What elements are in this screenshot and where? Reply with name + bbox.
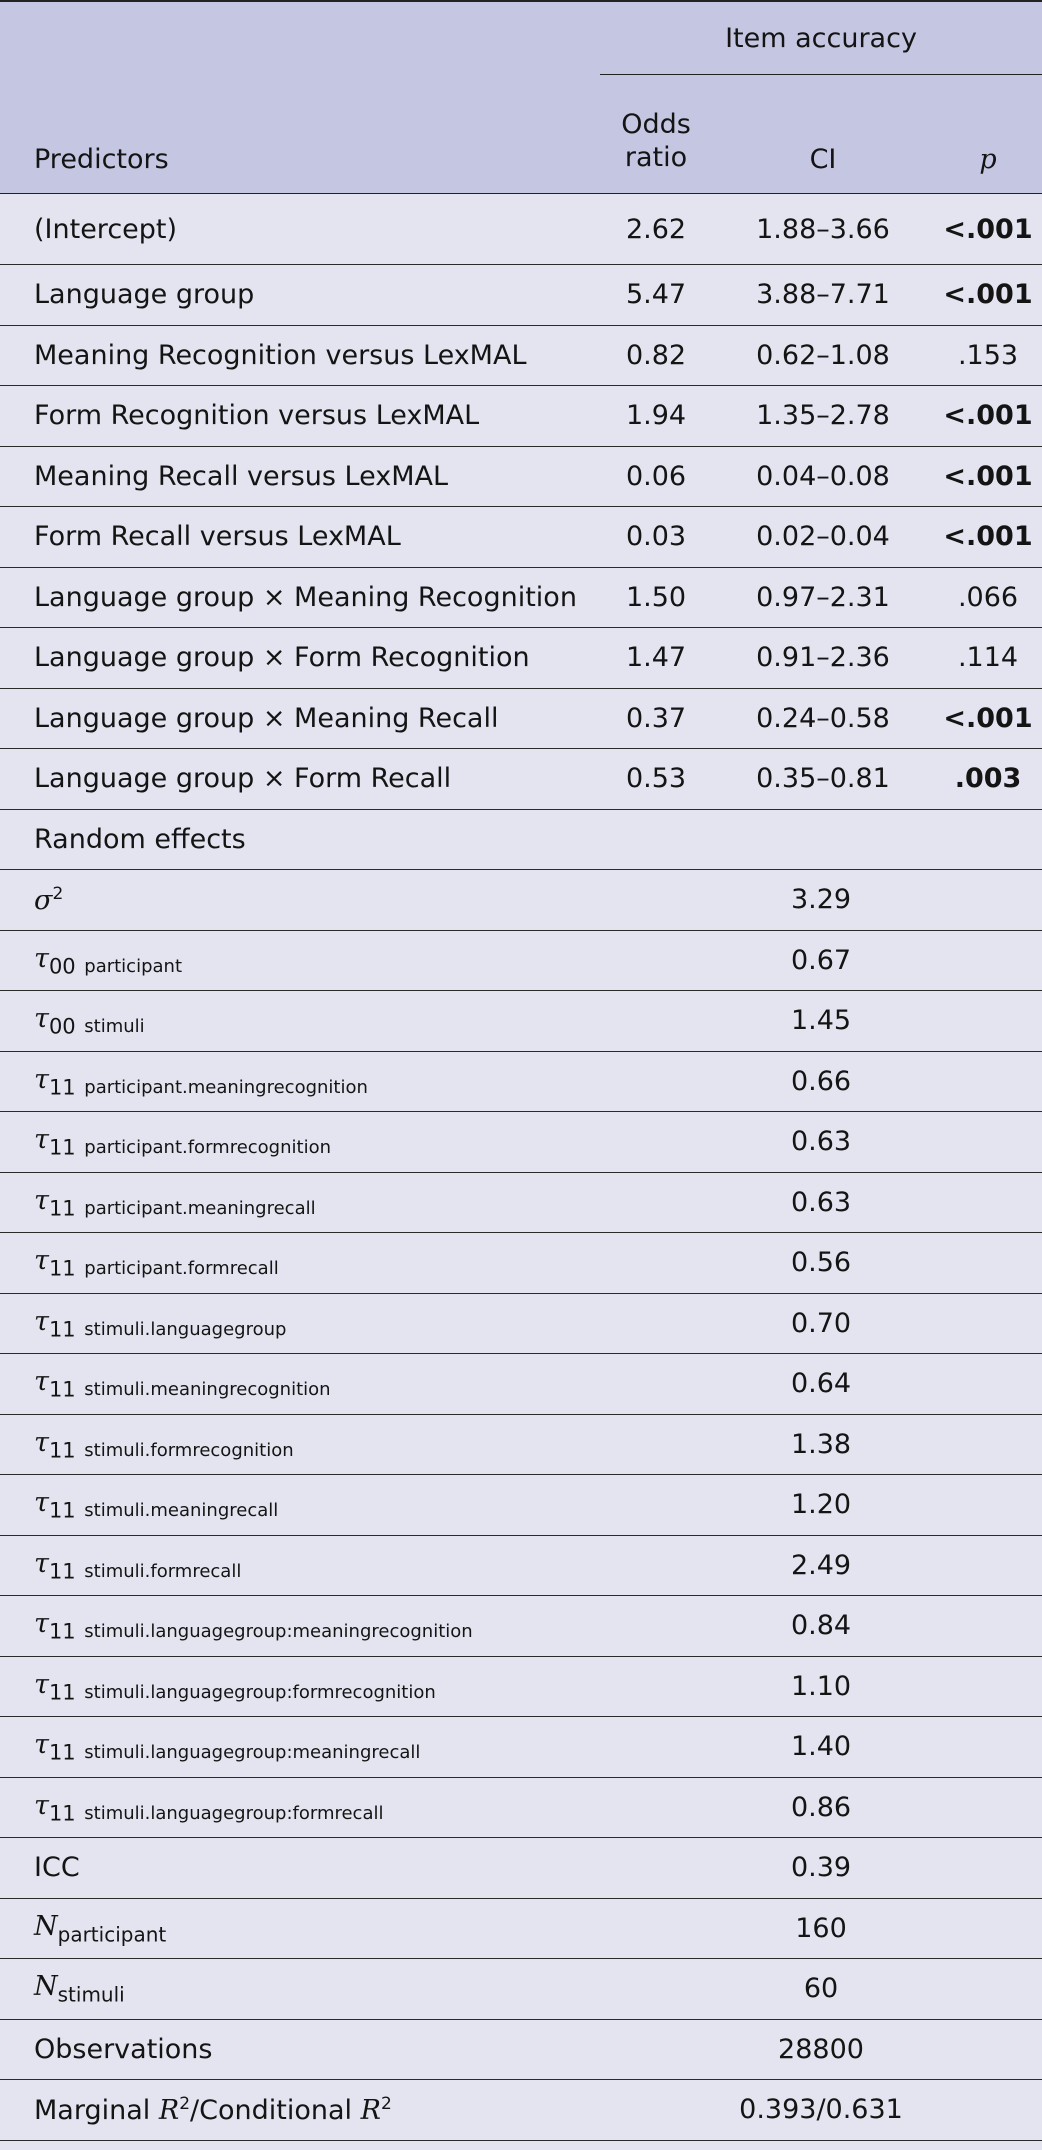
observations-row-value: 28800 — [600, 2019, 1042, 2080]
random-effect-label — [0, 1293, 600, 1354]
header-item-accuracy: Item accuracy — [600, 1, 1042, 75]
predictor-cell: Language group × Meaning Recognition — [0, 567, 600, 628]
symbol-subscript: participant.meaningrecognition — [84, 1076, 368, 1098]
icc-row-label: ICC — [0, 1838, 600, 1899]
p-cell: <.001 — [934, 446, 1042, 507]
random-effect-value: 0.63 — [600, 1172, 1042, 1233]
odds-cell: 0.06 — [600, 446, 712, 507]
symbol-index: 11 — [48, 1800, 76, 1825]
random-effect-value: 0.56 — [600, 1233, 1042, 1294]
predictor-cell: (Intercept) — [0, 194, 600, 265]
random-effect-label — [0, 1535, 600, 1596]
r2-row-label — [0, 2080, 600, 2141]
symbol-index: 11 — [48, 1135, 76, 1160]
symbol-subscript: stimuli.meaningrecall — [84, 1500, 279, 1522]
random-effect-label — [0, 1354, 600, 1415]
random-effect-value: 1.20 — [600, 1475, 1042, 1536]
symbol-index: 11 — [48, 1740, 76, 1765]
random-effect-value: 1.10 — [600, 1656, 1042, 1717]
ci-cell: 0.62–1.08 — [712, 325, 934, 386]
table-row — [0, 1535, 1042, 1596]
p-cell: .003 — [934, 749, 1042, 810]
random-effect-label — [0, 1656, 600, 1717]
header-odds-text: Odds ratio — [621, 108, 691, 174]
table-row — [0, 1051, 1042, 1112]
header-predictors: Predictors — [0, 75, 600, 194]
random-effect-label — [0, 1112, 600, 1173]
random-effect-label — [0, 1475, 600, 1536]
table-row — [0, 870, 1042, 931]
symbol-subscript: participant — [84, 955, 182, 977]
variance-symbol: τ — [34, 1245, 49, 1277]
variance-symbol: τ — [34, 1003, 49, 1035]
symbol-subscript: stimuli — [84, 1016, 145, 1038]
table-row — [0, 1656, 1042, 1717]
random-effect-label — [0, 1717, 600, 1778]
symbol-subscript: stimuli.languagegroup:meaningrecall — [84, 1742, 421, 1764]
ci-cell: 0.24–0.58 — [712, 688, 934, 749]
table-row — [0, 1414, 1042, 1475]
odds-cell: 5.47 — [600, 265, 712, 326]
predictor-cell: Language group × Form Recognition — [0, 628, 600, 689]
random-effect-label — [0, 1051, 600, 1112]
random-effect-label — [0, 930, 600, 991]
symbol-index: 11 — [48, 1498, 76, 1523]
random-effect-label — [0, 1172, 600, 1233]
table-row — [0, 325, 1042, 386]
n-symbol: N — [34, 1971, 58, 2003]
odds-cell: 0.37 — [600, 688, 712, 749]
table-row — [0, 688, 1042, 749]
n-subscript: stimuli — [57, 1982, 125, 2007]
odds-cell: 0.82 — [600, 325, 712, 386]
p-cell: <.001 — [934, 194, 1042, 265]
table-header — [0, 1, 1042, 194]
symbol-index: 11 — [48, 1619, 76, 1644]
header-blank — [0, 1, 600, 75]
variance-symbol: τ — [34, 1608, 49, 1640]
symbol-index: 00 — [48, 953, 76, 978]
symbol-index: 11 — [48, 1316, 76, 1341]
ci-cell: 0.02–0.04 — [712, 507, 934, 568]
table-row — [0, 1172, 1042, 1233]
ci-cell: 0.91–2.36 — [712, 628, 934, 689]
symbol-subscript: stimuli.formrecall — [84, 1560, 242, 1582]
p-cell: .153 — [934, 325, 1042, 386]
table-row — [0, 265, 1042, 326]
random-effect-label — [0, 1233, 600, 1294]
table-row — [0, 1596, 1042, 1657]
p-cell: <.001 — [934, 507, 1042, 568]
odds-cell: 1.94 — [600, 386, 712, 447]
table-row — [0, 1112, 1042, 1173]
symbol-index: 11 — [48, 1074, 76, 1099]
random-effect-label — [0, 1414, 600, 1475]
variance-symbol: τ — [34, 1487, 49, 1519]
table-row — [0, 1354, 1042, 1415]
predictor-cell: Meaning Recall versus LexMAL — [0, 446, 600, 507]
symbol-index: 00 — [48, 1014, 76, 1039]
table-row — [0, 1717, 1042, 1778]
random-effect-label — [0, 1596, 600, 1657]
odds-cell: 2.62 — [600, 194, 712, 265]
random-effect-value: 0.63 — [600, 1112, 1042, 1173]
header-p: p — [934, 75, 1042, 194]
symbol-subscript: participant.formrecall — [84, 1258, 279, 1280]
n-participant-row — [0, 1898, 1042, 1959]
observations-row-label: Observations — [0, 2019, 600, 2080]
random-effect-value: 0.67 — [600, 930, 1042, 991]
variance-symbol: τ — [34, 942, 49, 974]
symbol-index: 11 — [48, 1195, 76, 1220]
odds-cell: 1.50 — [600, 567, 712, 628]
predictor-cell: Form Recall versus LexMAL — [0, 507, 600, 568]
r2-row-value: 0.393/0.631 — [600, 2080, 1042, 2141]
variance-symbol: τ — [34, 1729, 49, 1761]
symbol-subscript: participant.formrecognition — [84, 1137, 331, 1159]
r2-superscript: 2 — [179, 2093, 191, 2114]
odds-cell: 0.53 — [600, 749, 712, 810]
header-odds-ratio — [600, 75, 712, 194]
icc-row-value: 0.39 — [600, 1838, 1042, 1899]
odds-cell: 1.47 — [600, 628, 712, 689]
symbol-subscript: participant.meaningrecall — [84, 1197, 316, 1219]
table-row — [0, 930, 1042, 991]
symbol-superscript: 2 — [52, 883, 64, 904]
r2-symbol: R — [360, 2094, 381, 2126]
p-cell: <.001 — [934, 386, 1042, 447]
r2-separator: /Conditional — [190, 2094, 361, 2126]
predictor-cell: Form Recognition versus LexMAL — [0, 386, 600, 447]
table-row — [0, 194, 1042, 265]
r2-marginal-label: Marginal — [34, 2094, 159, 2126]
random-effect-label — [0, 1777, 600, 1838]
table-row — [0, 567, 1042, 628]
symbol-subscript: stimuli.meaningrecognition — [84, 1379, 331, 1401]
table-row — [0, 1293, 1042, 1354]
symbol-index: 11 — [48, 1437, 76, 1462]
symbol-index: 11 — [48, 1256, 76, 1281]
random-effects-row — [0, 809, 1042, 870]
table-row — [0, 749, 1042, 810]
variance-symbol: σ — [34, 884, 53, 916]
symbol-index: 11 — [48, 1558, 76, 1583]
predictor-cell: Language group — [0, 265, 600, 326]
variance-symbol: τ — [34, 1668, 49, 1700]
table-row — [0, 628, 1042, 689]
random-effects-label: Random effects — [0, 809, 1042, 870]
variance-symbol: τ — [34, 1366, 49, 1398]
n-participant-row-label — [0, 1898, 600, 1959]
random-effect-label — [0, 991, 600, 1052]
predictor-cell: Language group × Meaning Recall — [0, 688, 600, 749]
random-effect-value: 0.64 — [600, 1354, 1042, 1415]
p-cell: <.001 — [934, 265, 1042, 326]
p-cell: .066 — [934, 567, 1042, 628]
r2-row — [0, 2080, 1042, 2141]
random-effect-value: 1.40 — [600, 1717, 1042, 1778]
random-effect-value: 0.84 — [600, 1596, 1042, 1657]
n-stimuli-row-value: 60 — [600, 1959, 1042, 2020]
ci-cell: 3.88–7.71 — [712, 265, 934, 326]
n-participant-row-value: 160 — [600, 1898, 1042, 1959]
variance-symbol: τ — [34, 1124, 49, 1156]
variance-symbol: τ — [34, 1547, 49, 1579]
n-subscript: participant — [57, 1921, 167, 1946]
table-row — [0, 991, 1042, 1052]
symbol-subscript: stimuli.languagegroup:meaningrecognition — [84, 1621, 473, 1643]
table-row — [0, 446, 1042, 507]
n-symbol: N — [34, 1910, 58, 1942]
random-effect-value: 0.70 — [600, 1293, 1042, 1354]
symbol-subscript: stimuli.formrecognition — [84, 1439, 294, 1461]
symbol-subscript: stimuli.languagegroup:formrecognition — [84, 1681, 436, 1703]
table-row — [0, 1777, 1042, 1838]
ci-cell: 1.88–3.66 — [712, 194, 934, 265]
variance-symbol: τ — [34, 1184, 49, 1216]
ci-cell: 0.04–0.08 — [712, 446, 934, 507]
ci-cell: 0.97–2.31 — [712, 567, 934, 628]
r2-superscript: 2 — [380, 2093, 392, 2114]
variance-symbol: τ — [34, 1426, 49, 1458]
symbol-subscript: stimuli.languagegroup — [84, 1318, 287, 1340]
ci-cell: 1.35–2.78 — [712, 386, 934, 447]
random-effect-value: 2.49 — [600, 1535, 1042, 1596]
p-cell: <.001 — [934, 688, 1042, 749]
random-effect-label — [0, 870, 600, 931]
variance-symbol: τ — [34, 1305, 49, 1337]
observations-row — [0, 2019, 1042, 2080]
table-row — [0, 1233, 1042, 1294]
table-row — [0, 1475, 1042, 1536]
p-cell: .114 — [934, 628, 1042, 689]
random-effect-value: 0.86 — [600, 1777, 1042, 1838]
random-effect-value: 0.66 — [600, 1051, 1042, 1112]
variance-symbol: τ — [34, 1063, 49, 1095]
n-stimuli-row-label — [0, 1959, 600, 2020]
odds-cell: 0.03 — [600, 507, 712, 568]
symbol-index: 11 — [48, 1679, 76, 1704]
table-row — [0, 386, 1042, 447]
symbol-subscript: stimuli.languagegroup:formrecall — [84, 1802, 384, 1824]
random-effect-value: 1.38 — [600, 1414, 1042, 1475]
predictor-cell: Language group × Form Recall — [0, 749, 600, 810]
predictor-cell: Meaning Recognition versus LexMAL — [0, 325, 600, 386]
variance-symbol: τ — [34, 1789, 49, 1821]
header-ci: CI — [712, 75, 934, 194]
symbol-index: 11 — [48, 1377, 76, 1402]
table-body — [0, 194, 1042, 2141]
icc-row — [0, 1838, 1042, 1899]
ci-cell: 0.35–0.81 — [712, 749, 934, 810]
random-effect-value: 1.45 — [600, 991, 1042, 1052]
table-row — [0, 507, 1042, 568]
r2-symbol: R — [158, 2094, 180, 2126]
n-stimuli-row — [0, 1959, 1042, 2020]
random-effect-value: 3.29 — [600, 870, 1042, 931]
